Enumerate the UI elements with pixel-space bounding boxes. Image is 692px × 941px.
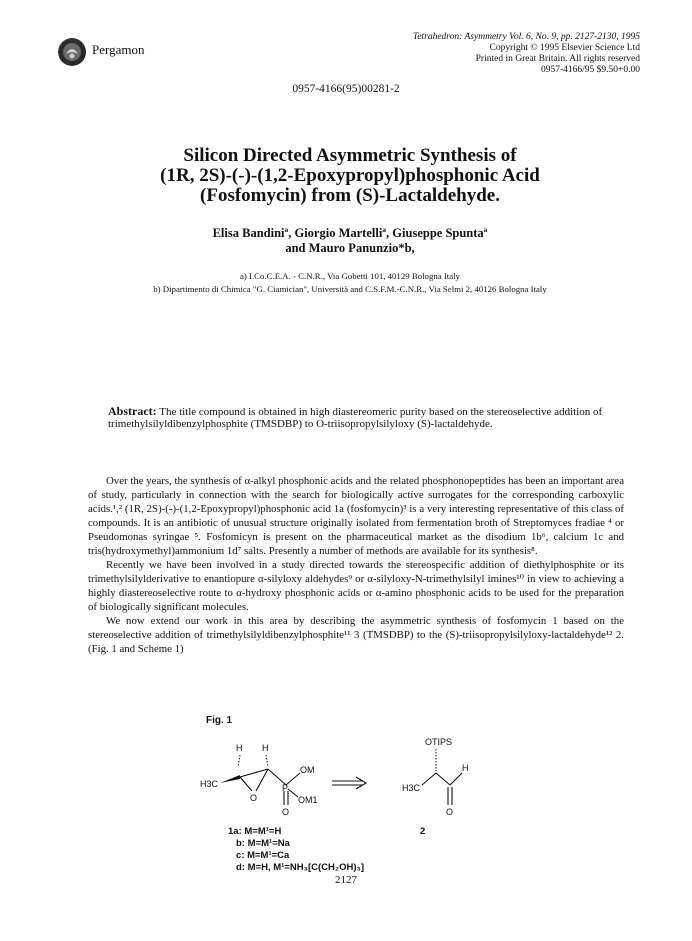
authors-line-1: Elisa Bandiniª, Giorgio Martelliª, Giuseppe Spuntaª xyxy=(212,226,488,240)
pergamon-logo-icon xyxy=(58,38,86,66)
abstract-text: The title compound is obtained in high diastereomeric purity based on the stereoselective addition of trimethylsilyldibenzylphosphite (TMSDBP) to O-triisopropylsilyloxy (S)-lactaldehyde. xyxy=(108,406,603,430)
affiliation-a: a) I.Co.C.E.A. - C.N.R., Via Gobetti 101, 40129 Bologna Italy xyxy=(240,271,460,281)
figure-1-structures xyxy=(200,735,500,825)
journal-info xyxy=(413,32,640,76)
pergamon-logo xyxy=(58,38,86,66)
authors xyxy=(70,226,630,256)
atom-o-carbonyl: O xyxy=(446,807,454,817)
atom-om: OM xyxy=(300,765,315,775)
atom-o-ring: O xyxy=(250,793,258,803)
compound-1a: 1a: M=M¹=H xyxy=(228,826,282,837)
title-line-2: (1R, 2S)-(-)-(1,2-Epoxypropyl)phosphonic Acid xyxy=(160,165,540,186)
title-line-1: Silicon Directed Asymmetric Synthesis of xyxy=(183,145,517,166)
compound-2-label: 2 xyxy=(420,826,426,837)
figure-label: Fig. 1 xyxy=(206,715,233,726)
title-line-3: (Fosfomycin) from (S)-Lactaldehyde. xyxy=(200,185,500,206)
compound-1d: d: M=H, M¹=NH₃[C(CH₂OH)₃] xyxy=(236,862,365,873)
abstract xyxy=(108,405,608,430)
paragraph-1: Over the years, the synthesis of α-alkyl phosphonic acids and the related phosphonopeptides has been an important area of study, particularly in connection with the search for biologically active surrogates for the corresponding carboxylic acids.¹,² (1R, 2S)-(-)-(1,2-Epoxypropyl)phosphonic acid 1a (fosfomycin)³ is a very interesting representative of this class of compounds. It is an antibiotic of unusual structure originally isolated from fermentation broth of Streptomyces fradiae ⁴ or Pseudomonas syringae ⁵. Fosfomicyn is present on the pharmaceutical market as the disodium 1b⁶, calcium 1c and tris(hydroxymethyl)ammonium 1d⁷ salts. Presently a number of methods are available for its synthesis⁸. xyxy=(88,475,624,557)
atom-otips: OTIPS xyxy=(425,737,453,747)
body-text xyxy=(88,474,624,656)
copyright-line: Copyright © 1995 Elsevier Science Ltd xyxy=(489,43,640,53)
atom-h-right: H xyxy=(462,763,469,773)
lactaldehyde-structure xyxy=(402,737,469,817)
paragraph-3: We now extend our work in this area by describing the asymmetric synthesis of fosfomycin 1 based on the stereoselective addition of trimethylsilyldibenzylphosphite¹¹ 3 (TMSDBP) to the (S)-triisopropylsilyloxy-lactaldehyde¹² 2. (Fig. 1 and Scheme 1) xyxy=(88,615,624,655)
doi: 0957-4166(95)00281-2 xyxy=(292,83,400,95)
atom-h-1: H xyxy=(236,743,243,753)
paragraph-2: Recently we have been involved in a study directed towards the stereospecific addition of diethylphosphite or its trimethylsilylderivative to enantiopure α-silyloxy aldehydes⁹ or α-silyloxy-N-trimethylsilyl imines¹⁰ in view to achieving a highly diastereoselective route to α-hydroxy phosphonic acids or α-amino phosphonic acids to be used for the preparation of biologically significant molecules. xyxy=(88,559,624,613)
compound-1b: b: M=M¹=Na xyxy=(236,838,290,849)
atom-o-p: O xyxy=(282,807,290,817)
affiliations xyxy=(40,270,660,296)
authors-line-2: and Mauro Panunzio*b, xyxy=(285,241,415,255)
atom-h-2: H xyxy=(262,743,269,753)
affiliation-b: b) Dipartimento di Chimica "G. Ciamician", Università and C.S.F.M.-C.N.R., Via Selmi 2, 40126 Bologna Italy xyxy=(153,284,547,294)
atom-h3c-left: H3C xyxy=(200,779,219,789)
page-number: 2127 xyxy=(335,874,357,886)
fosfomycin-structure xyxy=(200,743,318,817)
retrosynthesis-arrow-icon xyxy=(332,777,366,789)
atom-h3c-right: H3C xyxy=(402,783,421,793)
printed-line: Printed in Great Britain. All rights reserved xyxy=(475,54,640,64)
compound-1c: c: M=M¹=Ca xyxy=(236,850,290,861)
price-line: 0957-4166/95 $9.50+0.00 xyxy=(540,65,640,75)
atom-om1: OM1 xyxy=(298,795,318,805)
paper-title xyxy=(70,146,630,206)
compound-list xyxy=(228,826,364,874)
abstract-label: Abstract: xyxy=(108,404,157,418)
journal-citation: Tetrahedron: Asymmetry Vol. 6, No. 9, pp. 2127-2130, 1995 xyxy=(412,32,640,42)
atom-p: P xyxy=(282,783,289,793)
publisher-name: Pergamon xyxy=(92,42,145,57)
